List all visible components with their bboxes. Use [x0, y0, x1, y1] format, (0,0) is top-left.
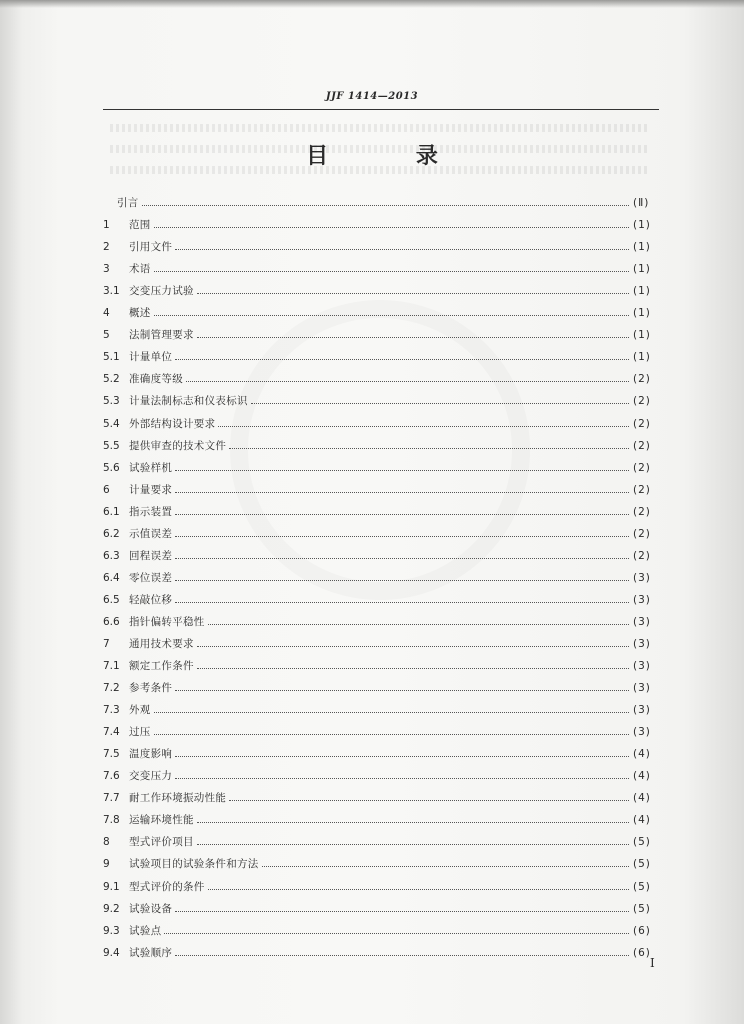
toc-entry-number: 3 [103, 263, 110, 276]
toc-dot-leader [262, 866, 629, 867]
toc-entry-number: 6.6 [103, 615, 120, 628]
toc-entry-number: 7.7 [103, 792, 120, 805]
toc-entry-page: (1) [633, 285, 651, 298]
toc-entry-title: 外观 [129, 704, 151, 717]
toc-entry-number: 6.3 [103, 549, 120, 562]
toc-entry[interactable] [103, 232, 659, 254]
toc-entry-number: 6.2 [103, 527, 120, 540]
toc-entry[interactable] [103, 805, 659, 827]
toc-entry-title: 外部结构设计要求 [129, 417, 216, 430]
table-of-contents [103, 188, 659, 960]
toc-entry[interactable] [103, 629, 659, 651]
toc-entry-title: 耐工作环境振动性能 [129, 792, 227, 805]
toc-entry-title: 回程误差 [129, 549, 173, 562]
toc-entry-page: (3) [633, 726, 651, 739]
toc-dot-leader [229, 448, 629, 449]
toc-dot-leader [175, 514, 629, 515]
toc-entry[interactable] [103, 717, 659, 739]
toc-entry[interactable] [103, 607, 659, 629]
toc-dot-leader [142, 205, 629, 206]
toc-entry-page: (3) [633, 571, 651, 584]
toc-entry-page: (4) [633, 792, 651, 805]
toc-entry[interactable] [103, 320, 659, 342]
toc-entry[interactable] [103, 497, 659, 519]
toc-dot-leader [208, 624, 629, 625]
toc-entry-title: 示值误差 [129, 527, 173, 540]
toc-entry-page: (4) [633, 814, 651, 827]
toc-entry-number: 5.5 [103, 439, 120, 452]
toc-entry-number: 6.5 [103, 593, 120, 606]
toc-dot-leader [229, 800, 629, 801]
toc-entry-title: 试验设备 [129, 902, 173, 915]
toc-dot-leader [175, 536, 629, 537]
toc-entry-number: 5.2 [103, 373, 120, 386]
toc-dot-leader [175, 558, 629, 559]
toc-entry-number: 5.1 [103, 351, 120, 364]
toc-entry-page: (1) [633, 263, 651, 276]
toc-entry-title: 准确度等级 [129, 373, 183, 386]
toc-entry-number: 2 [103, 241, 110, 254]
toc-entry-page: (6) [633, 924, 651, 937]
toc-entry[interactable] [103, 519, 659, 541]
toc-entry-page: (1) [633, 307, 651, 320]
toc-entry-title: 术语 [129, 263, 151, 276]
toc-entry-title: 过压 [129, 726, 151, 739]
toc-entry-title: 型式评价的条件 [129, 880, 205, 893]
toc-entry[interactable] [103, 916, 659, 938]
toc-entry-page: (1) [633, 329, 651, 342]
toc-entry[interactable] [103, 541, 659, 563]
scan-top-shadow [0, 0, 744, 8]
toc-dot-leader [197, 668, 629, 669]
toc-entry[interactable] [103, 563, 659, 585]
toc-dot-leader [164, 933, 629, 934]
toc-entry-title: 指针偏转平稳性 [129, 615, 205, 628]
toc-entry-title: 概述 [129, 307, 151, 320]
toc-entry-number: 7.6 [103, 770, 120, 783]
toc-entry-page: (3) [633, 704, 651, 717]
toc-entry-page: (2) [633, 527, 651, 540]
toc-entry[interactable] [103, 210, 659, 232]
toc-entry-page: (1) [633, 351, 651, 364]
toc-entry-title: 交变压力 [129, 770, 173, 783]
toc-entry[interactable] [103, 673, 659, 695]
toc-entry[interactable] [103, 475, 659, 497]
toc-entry-page: (2) [633, 417, 651, 430]
toc-dot-leader [197, 293, 629, 294]
header-rule [103, 109, 659, 110]
toc-entry-title: 提供审查的技术文件 [129, 439, 227, 452]
toc-entry-title: 额定工作条件 [129, 660, 194, 673]
toc-entry[interactable] [103, 254, 659, 276]
toc-entry[interactable] [103, 871, 659, 893]
toc-entry-number: 7.8 [103, 814, 120, 827]
toc-entry-page: (2) [633, 505, 651, 518]
toc-entry-page: (3) [633, 615, 651, 628]
toc-entry-title: 引用文件 [129, 241, 173, 254]
toc-entry-title: 型式评价项目 [129, 836, 194, 849]
toc-entry-number: 6.1 [103, 505, 120, 518]
bleed-through-line [110, 124, 650, 132]
toc-dot-leader [218, 426, 629, 427]
toc-entry[interactable] [103, 364, 659, 386]
toc-entry[interactable] [103, 938, 659, 960]
toc-entry-number: 1 [103, 219, 110, 232]
toc-dot-leader [197, 337, 629, 338]
toc-entry-title: 试验样机 [129, 461, 173, 474]
toc-entry-page: (4) [633, 770, 651, 783]
toc-entry[interactable] [103, 739, 659, 761]
toc-dot-leader [186, 381, 629, 382]
toc-entry[interactable] [103, 783, 659, 805]
toc-dot-leader [175, 602, 629, 603]
toc-entry-title: 计量法制标志和仪表标识 [129, 395, 248, 408]
toc-entry-title: 范围 [129, 219, 151, 232]
toc-entry[interactable] [103, 761, 659, 783]
toc-entry[interactable] [103, 695, 659, 717]
toc-dot-leader [154, 734, 629, 735]
toc-entry-number: 9.1 [103, 880, 120, 893]
toc-entry[interactable] [103, 453, 659, 475]
toc-entry-page: (1) [633, 241, 651, 254]
toc-entry-number: 9.2 [103, 902, 120, 915]
toc-entry-number: 7.1 [103, 660, 120, 673]
toc-entry-page: (5) [633, 902, 651, 915]
toc-dot-leader [175, 778, 629, 779]
toc-entry[interactable] [103, 408, 659, 430]
toc-dot-leader [175, 492, 629, 493]
toc-entry-title: 计量要求 [129, 483, 173, 496]
toc-entry-page: (3) [633, 637, 651, 650]
toc-entry-number: 5.3 [103, 395, 120, 408]
standard-code-header: JJF 1414—2013 [325, 91, 419, 102]
toc-entry-title: 指示装置 [129, 505, 173, 518]
toc-entry-page: (3) [633, 593, 651, 606]
toc-entry-page: (2) [633, 483, 651, 496]
page-folio: I [650, 956, 655, 970]
toc-entry-number: 7 [103, 637, 110, 650]
toc-entry-page: (6) [633, 946, 651, 959]
toc-entry-number: 9.4 [103, 946, 120, 959]
toc-entry-page: (5) [633, 880, 651, 893]
toc-dot-leader [154, 227, 629, 228]
toc-entry-page: (2) [633, 373, 651, 386]
toc-dot-leader [208, 889, 629, 890]
toc-entry-number: 9 [103, 858, 110, 871]
toc-entry-number: 7.2 [103, 682, 120, 695]
toc-entry-page: (3) [633, 660, 651, 673]
toc-entry-number: 6 [103, 483, 110, 496]
toc-entry-page: (4) [633, 748, 651, 761]
toc-entry-number: 7.5 [103, 748, 120, 761]
toc-entry-title: 温度影响 [129, 748, 173, 761]
toc-dot-leader [175, 580, 629, 581]
toc-entry-title: 运输环境性能 [129, 814, 194, 827]
toc-entry-number: 8 [103, 836, 110, 849]
toc-dot-leader [154, 315, 629, 316]
toc-entry-title: 通用技术要求 [129, 637, 194, 650]
toc-dot-leader [175, 470, 629, 471]
toc-entry-title: 引言 [117, 197, 139, 210]
toc-dot-leader [175, 249, 629, 250]
toc-dot-leader [154, 271, 629, 272]
toc-entry-number: 7.3 [103, 704, 120, 717]
toc-entry-page: (2) [633, 461, 651, 474]
toc-entry[interactable] [103, 342, 659, 364]
toc-dot-leader [175, 955, 629, 956]
toc-entry-page: (Ⅱ) [633, 197, 650, 210]
toc-entry[interactable] [103, 431, 659, 453]
toc-entry[interactable] [103, 651, 659, 673]
toc-entry-title: 试验顺序 [129, 946, 173, 959]
toc-entry-page: (2) [633, 395, 651, 408]
toc-entry[interactable] [103, 827, 659, 849]
toc-entry-number: 3.1 [103, 285, 120, 298]
toc-entry[interactable] [103, 849, 659, 871]
toc-entry[interactable] [103, 276, 659, 298]
page-title: 目 录 [306, 144, 478, 169]
toc-entry-page: (3) [633, 682, 651, 695]
toc-entry-number: 5 [103, 329, 110, 342]
toc-entry-title: 轻敲位移 [129, 593, 173, 606]
toc-entry-title: 试验项目的试验条件和方法 [129, 858, 259, 871]
toc-entry-number: 5.6 [103, 461, 120, 474]
toc-entry-page: (1) [633, 219, 651, 232]
toc-entry[interactable] [103, 894, 659, 916]
toc-entry[interactable] [103, 298, 659, 320]
toc-entry-title: 参考条件 [129, 682, 173, 695]
toc-entry-title: 法制管理要求 [129, 329, 194, 342]
toc-entry-number: 4 [103, 307, 110, 320]
toc-entry-title: 计量单位 [129, 351, 173, 364]
toc-entry-title: 交变压力试验 [129, 285, 194, 298]
toc-entry-title: 试验点 [129, 924, 162, 937]
toc-entry-number: 6.4 [103, 571, 120, 584]
toc-entry[interactable] [103, 386, 659, 408]
toc-entry-number: 7.4 [103, 726, 120, 739]
toc-dot-leader [197, 844, 629, 845]
toc-entry-number: 9.3 [103, 924, 120, 937]
toc-entry-page: (2) [633, 439, 651, 452]
toc-entry-page: (5) [633, 836, 651, 849]
toc-dot-leader [175, 911, 629, 912]
toc-entry-page: (5) [633, 858, 651, 871]
toc-dot-leader [197, 822, 629, 823]
toc-dot-leader [175, 359, 629, 360]
toc-dot-leader [175, 690, 629, 691]
toc-entry-title: 零位误差 [129, 571, 173, 584]
toc-dot-leader [175, 756, 629, 757]
toc-dot-leader [154, 712, 629, 713]
toc-entry[interactable] [103, 585, 659, 607]
toc-dot-leader [197, 646, 629, 647]
toc-entry-page: (2) [633, 549, 651, 562]
toc-entry[interactable] [103, 188, 659, 210]
toc-entry-number: 5.4 [103, 417, 120, 430]
toc-dot-leader [251, 403, 629, 404]
